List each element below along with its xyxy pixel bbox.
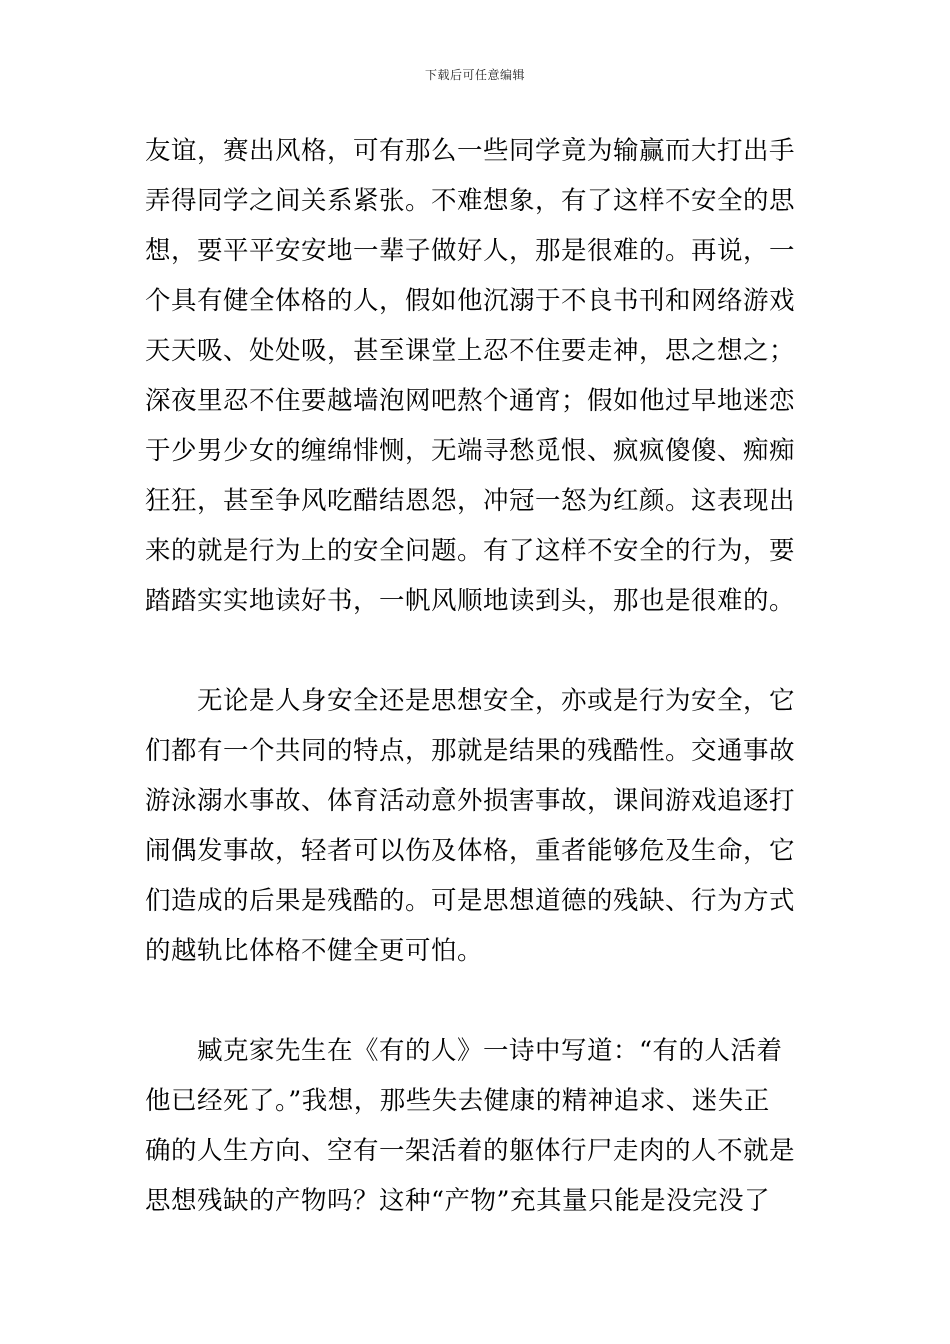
text-line: 无论是人身安全还是思想安全，亦或是行为安全，它 [197, 686, 796, 716]
text-line: 他已经死了。”我想，那些失去健康的精神追求、迷失正 [145, 1086, 770, 1116]
text-line: 深夜里忍不住要越墙泡网吧熬个通宵；假如他过早地迷恋 [145, 386, 796, 416]
text-line: 臧克家先生在《有的人》一诗中写道：“有的人活着 [197, 1036, 783, 1066]
text-line: 们造成的后果是残酷的。可是思想道德的残缺、行为方式 [145, 886, 796, 916]
text-line: 想，要平平安安地一辈子做好人，那是很难的。再说，一 [145, 236, 796, 266]
text-line: 弄得同学之间关系紧张。不难想象，有了这样不安全的思 [145, 186, 796, 216]
text-line: 于少男少女的缠绵悱恻，无端寻愁觅恨、疯疯傻傻、痴痴 [145, 436, 796, 466]
text-line: 友谊，赛出风格，可有那么一些同学竟为输赢而大打出手 [145, 136, 796, 166]
text-line: 们都有一个共同的特点，那就是结果的残酷性。交通事故 [145, 736, 796, 766]
text-line: 来的就是行为上的安全问题。有了这样不安全的行为，要 [145, 536, 796, 566]
header-note: 下载后可任意编辑 [424, 68, 525, 82]
paragraph-3 [145, 1026, 807, 1226]
text-line: 天天吸、处处吸，甚至课堂上忍不住要走神，思之想之； [145, 336, 796, 366]
text-line: 闹偶发事故，轻者可以伤及体格，重者能够危及生命，它 [145, 836, 796, 866]
text-line: 踏踏实实地读好书，一帆风顺地读到头，那也是很难的。 [145, 586, 796, 616]
paragraph-1 [145, 126, 807, 626]
body-text [145, 126, 807, 1226]
text-line: 思想残缺的产物吗？这种“产物”充其量只能是没完没了 [145, 1186, 771, 1216]
text-line: 个具有健全体格的人，假如他沉溺于不良书刊和网络游戏 [145, 286, 796, 316]
text-line: 游泳溺水事故、体育活动意外损害事故，课间游戏追逐打 [145, 786, 796, 816]
text-line: 确的人生方向、空有一架活着的躯体行尸走肉的人不就是 [145, 1136, 796, 1166]
text-line: 的越轨比体格不健全更可怕。 [145, 936, 484, 966]
paragraph-2 [145, 676, 807, 976]
text-line: 狂狂，甚至争风吃醋结恩怨，冲冠一怒为红颜。这表现出 [145, 486, 796, 516]
